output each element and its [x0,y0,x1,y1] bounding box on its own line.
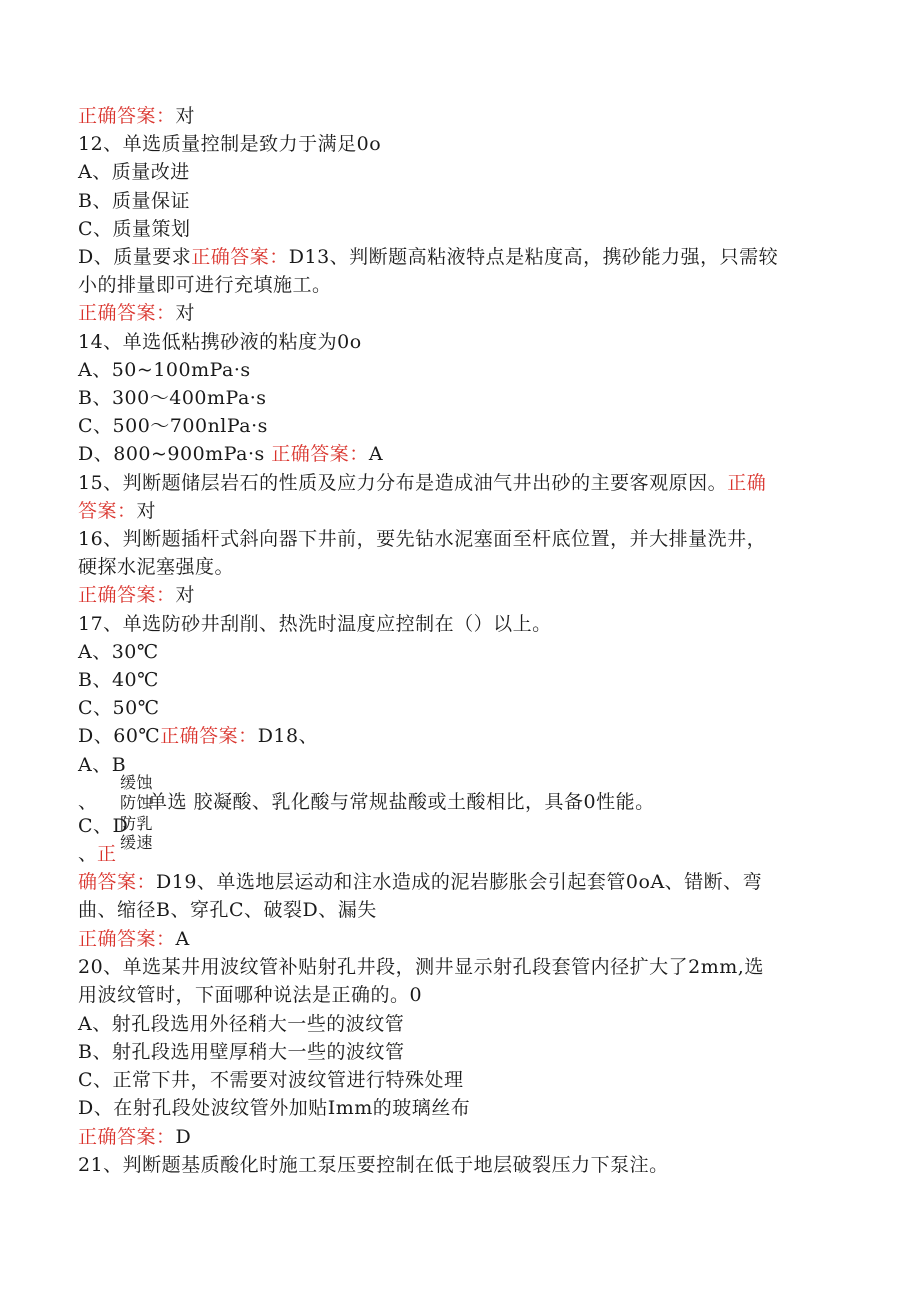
text-span: B、300～400mPa·s [78,387,267,409]
text-span: D、质量要求 [78,246,192,268]
answer-label: 答案： [78,499,137,522]
text-line [78,384,267,412]
text-line [78,553,234,581]
text-span: 对 [136,499,157,522]
text-line [78,751,126,779]
text-line [78,102,195,130]
text-line [78,158,190,186]
text-span: 对 [175,105,196,127]
text-line [78,1151,669,1179]
text-span: 14、单选低粘携砂液的粘度为0o [78,330,362,353]
text-span: C、质量策划 [78,217,191,240]
text-line [78,440,383,468]
text-span: D [175,1125,192,1148]
text-line [78,1038,404,1066]
text-line [78,610,552,638]
text-line [78,356,251,384]
answer-label: 正确答案： [78,1125,176,1148]
text-line [78,896,377,924]
text-line [78,666,159,694]
text-line [78,271,332,299]
text-span: D、800~900mPa·s [78,443,272,466]
text-span: D13、判断题高粘液特点是粘度高，携砂能力强，只需较 [288,246,779,268]
text-span: D、在射孔段处波纹管外加贴Imm的玻璃丝布 [78,1097,471,1120]
option-label-d: 缓速 [120,833,154,852]
text-line [78,953,764,981]
text-span: 对 [175,302,196,325]
text-line [78,981,422,1009]
text-line [78,497,156,525]
option-label-a: 缓蚀 [120,773,154,792]
answer-label: 确答案： [78,871,157,893]
answer-label: 正确答案： [160,725,258,748]
text-span: A [175,927,190,950]
answer-fragment: 正 [97,843,117,865]
text-span: D18、 [257,725,319,748]
text-span: 15、判断题储层岩石的性质及应力分布是造成油气井出砂的主要客观原因。 [78,471,728,494]
text-line [78,130,381,158]
text-line [78,187,190,215]
text-span: 16、判断题插杆式斜向器下井前，要先钻水泥塞面至杆底位置，并大排量洗井， [78,528,767,550]
text-line [78,215,191,243]
text-line [78,925,190,953]
option-label-b: 防蚀 [120,793,154,812]
text-span: A、射孔段选用外径稍大一些的波纹管 [78,1012,405,1035]
question-18-text: 单选 胶凝酸、乳化酸与常规盐酸或土酸相比，具备0性能。 [148,791,655,813]
text-span: 硬探水泥塞强度。 [78,556,235,579]
text-line [78,581,195,609]
text-span: 17、单选防砂井刮削、热洗时温度应控制在（）以上。 [78,612,552,635]
text-span: A、50~100mPa·s [78,358,251,381]
text-line [78,722,318,750]
text-line [78,412,268,440]
dash-1: 、 [78,791,98,813]
text-line [78,868,762,896]
text-span: C、50℃ [78,697,160,720]
text-line [78,1123,191,1151]
text-span: 曲、缩径B、穿孔C、破裂D、漏失 [78,899,377,922]
text-line [78,1066,464,1094]
text-span: B、40℃ [78,669,159,691]
text-line [78,299,195,327]
answer-label: 正确答案： [78,927,176,950]
text-span: 对 [175,584,196,607]
text-line [78,638,159,666]
text-span: 21、判断题基质酸化时施工泵压要控制在低于地层破裂压力下泵注。 [78,1154,669,1176]
text-line [78,525,766,553]
text-span: B、质量保证 [78,189,190,212]
text-span: 小的排量即可进行充填施工。 [78,274,332,297]
answer-label: 正确答案： [78,584,176,607]
text-line [78,243,778,271]
text-line [78,328,362,356]
text-span: A [368,443,384,466]
answer-label: 正确答案： [191,246,289,268]
text-line [78,694,159,722]
text-line [78,1010,404,1038]
text-line [78,469,766,497]
answer-label: 正确答案： [78,302,176,325]
options-cd: C、D [78,815,129,837]
text-span: A、30℃ [78,640,159,663]
text-span: B、射孔段选用壁厚稍大一些的波纹管 [78,1040,405,1063]
option-label-c: 防乳 [120,814,154,833]
answer-label: 正确答案： [271,443,369,466]
text-line [78,1094,470,1122]
text-span: 20、单选某井用波纹管补贴射孔井段，测井显示射孔段套管内径扩大了2mm,选 [78,955,764,978]
text-span: 用波纹管时，下面哪种说法是正确的。0 [78,984,423,1007]
dash-2: 、 [78,843,98,865]
text-span: C、正常下井，不需要对波纹管进行特殊处理 [78,1069,464,1092]
text-span: 12、单选质量控制是致力于满足0o [78,133,382,156]
text-span: D19、单选地层运动和注水造成的泥岩膨胀会引起套管0oA、错断、弯 [156,871,763,893]
text-span: A、质量改进 [78,161,190,184]
answer-label: 正确答案： [78,105,176,127]
text-span: C、500～700nlPa·s [78,415,268,438]
answer-label: 正确 [727,471,767,494]
text-span: D、60℃ [78,725,161,748]
text-span: A、B [78,753,127,776]
